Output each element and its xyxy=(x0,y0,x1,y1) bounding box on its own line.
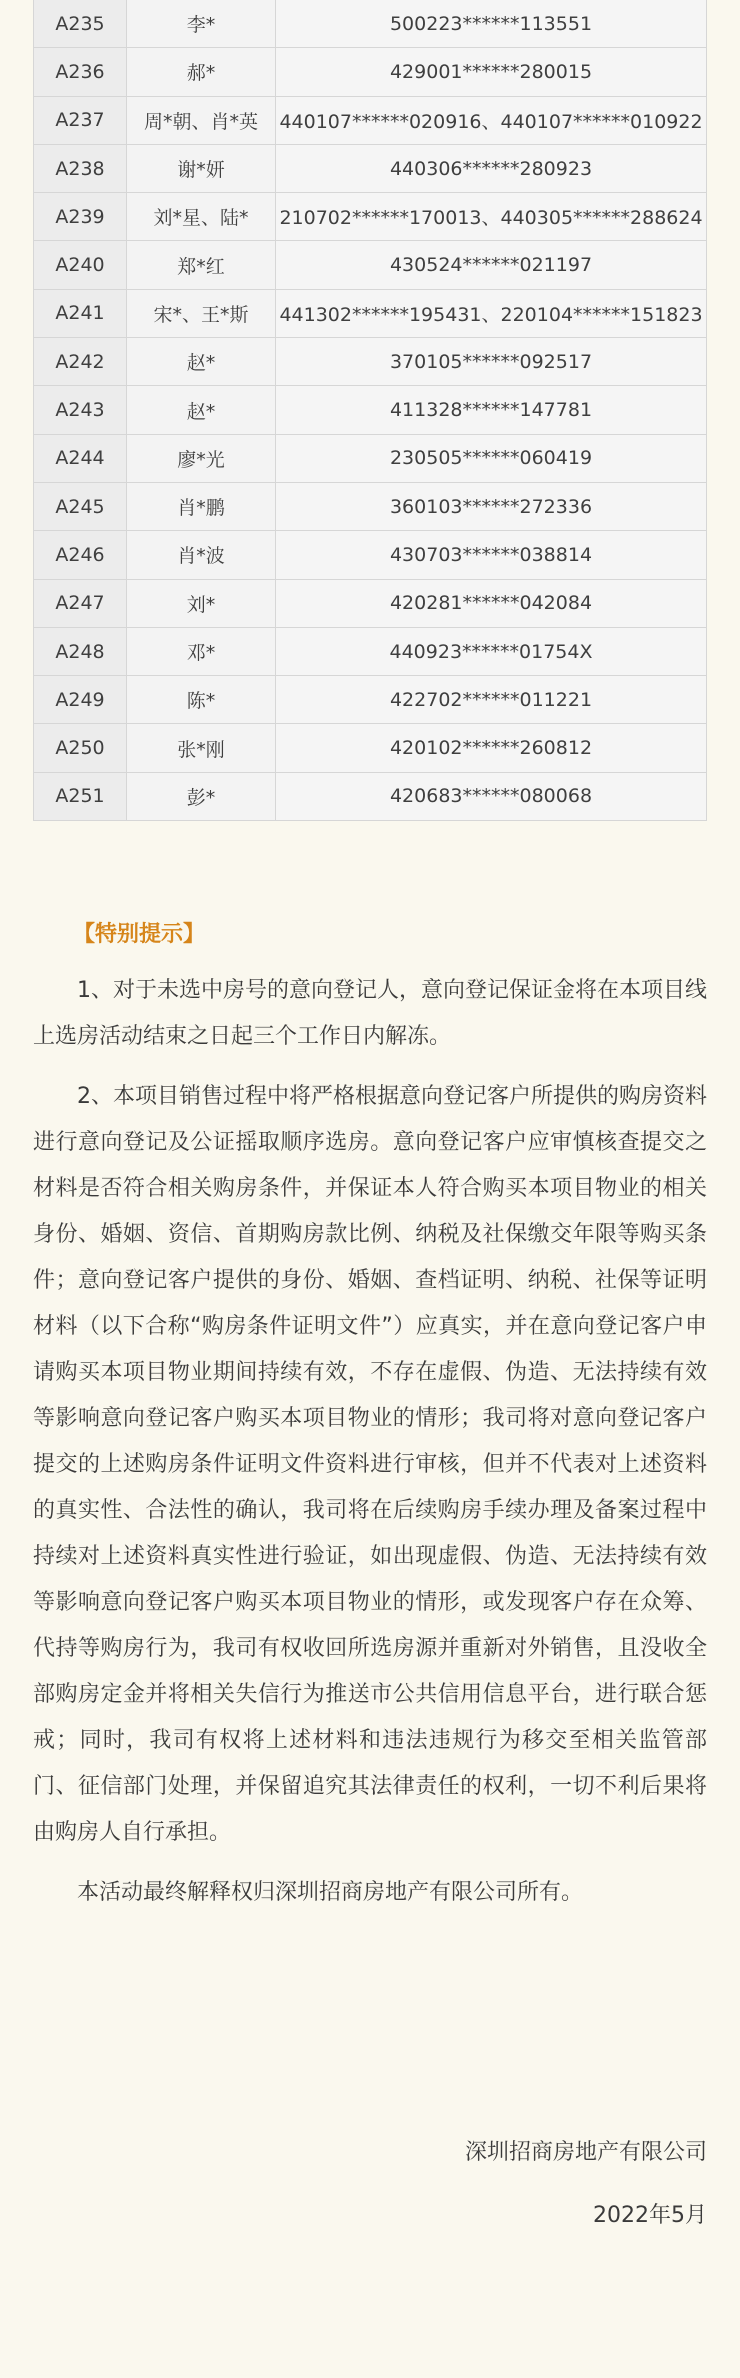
registrant-name: 周*朝、肖*英 xyxy=(127,96,276,144)
registrant-id-number: 430524******021197 xyxy=(276,241,707,289)
registrant-id-number: 420281******042084 xyxy=(276,579,707,627)
registrant-name: 谢*妍 xyxy=(127,144,276,192)
registrant-number: A235 xyxy=(34,0,127,48)
registrant-number: A236 xyxy=(34,48,127,96)
table-row xyxy=(34,482,707,530)
registrant-id-number: 360103******272336 xyxy=(276,482,707,530)
registrant-number: A237 xyxy=(34,96,127,144)
registrant-id-number: 420683******080068 xyxy=(276,772,707,820)
registrant-number: A245 xyxy=(34,482,127,530)
notice-paragraph-2: 2、本项目销售过程中将严格根据意向登记客户所提供的购房资料进行意向登记及公证摇取顺序选房。意向登记客户应审慎核查提交之材料是否符合相关购房条件，并保证本人符合购买本项目物业的相关身份、婚姻、资信、首期购房款比例、纳税及社保缴交年限等购买条件；意向登记客户提供的身份、婚姻、查档证明、纳税、社保等证明材料（以下合称“购房条件证明文件”）应真实，并在意向登记客户申请购买本项目物业期间持续有效，不存在虚假、伪造、无法持续有效等影响意向登记客户购买本项目物业的情形；我司将对意向登记客户提交的上述购房条件证明文件资料进行审核，但并不代表对上述资料的真实性、合法性的确认，我司将在后续购房手续办理及备案过程中持续对上述资料真实性进行验证，如出现虚假、伪造、无法持续有效等影响意向登记客户购买本项目物业的情形，或发现客户存在众筹、代持等购房行为，我司有权收回所选房源并重新对外销售，且没收全部购房定金并将相关失信行为推送市公共信用信息平台，进行联合惩戒；同时，我司有权将上述材料和违法违规行为移交至相关监管部门、征信部门处理，并保留追究其法律责任的权利，一切不利后果将由购房人自行承担。 xyxy=(33,1084,707,1845)
registrant-name: 廖*光 xyxy=(127,434,276,482)
registrant-table-body xyxy=(34,0,707,821)
notice-paragraph-3: 本活动最终解释权归深圳招商房地产有限公司所有。 xyxy=(77,1880,584,1905)
registrant-id-number: 420102******260812 xyxy=(276,724,707,772)
registrant-id-number: 441302******195431、220104******151823 xyxy=(276,289,707,337)
registrant-name: 刘*星、陆* xyxy=(127,193,276,241)
notice-paragraph-1: 1、对于未选中房号的意向登记人，意向登记保证金将在本项目线上选房活动结束之日起三个工作日内解冻。 xyxy=(33,978,707,1049)
registrant-table xyxy=(33,0,707,821)
registrant-id-number: 440107******020916、440107******010922 xyxy=(276,96,707,144)
registrant-id-number: 411328******147781 xyxy=(276,386,707,434)
table-row xyxy=(34,579,707,627)
registrant-table-container xyxy=(33,0,707,821)
registrant-number: A248 xyxy=(34,627,127,675)
registrant-id-number: 429001******280015 xyxy=(276,48,707,96)
registrant-number: A242 xyxy=(34,338,127,386)
registrant-number: A239 xyxy=(34,193,127,241)
registrant-name: 刘* xyxy=(127,579,276,627)
table-row xyxy=(34,289,707,337)
table-row xyxy=(34,772,707,820)
registrant-name: 陈* xyxy=(127,676,276,724)
registrant-id-number: 500223******113551 xyxy=(276,0,707,48)
table-row xyxy=(34,48,707,96)
table-row xyxy=(34,193,707,241)
table-row xyxy=(34,434,707,482)
registrant-number: A250 xyxy=(34,724,127,772)
table-row xyxy=(34,724,707,772)
registrant-name: 肖*波 xyxy=(127,531,276,579)
registrant-name: 李* xyxy=(127,0,276,48)
registrant-number: A244 xyxy=(34,434,127,482)
registrant-name: 宋*、王*斯 xyxy=(127,289,276,337)
registrant-number: A241 xyxy=(34,289,127,337)
registrant-name: 邓* xyxy=(127,627,276,675)
registrant-name: 张*刚 xyxy=(127,724,276,772)
table-row xyxy=(34,241,707,289)
signature-company: 深圳招商房地产有限公司 xyxy=(464,2140,707,2165)
registrant-number: A238 xyxy=(34,144,127,192)
registrant-number: A240 xyxy=(34,241,127,289)
registrant-number: A243 xyxy=(34,386,127,434)
registrant-name: 赵* xyxy=(127,386,276,434)
table-row xyxy=(34,531,707,579)
registrant-id-number: 440923******01754X xyxy=(276,627,707,675)
table-row xyxy=(34,386,707,434)
registrant-name: 赵* xyxy=(127,338,276,386)
registrant-id-number: 422702******011221 xyxy=(276,676,707,724)
registrant-id-number: 370105******092517 xyxy=(276,338,707,386)
registrant-name: 彭* xyxy=(127,772,276,820)
registrant-number: A247 xyxy=(34,579,127,627)
table-row xyxy=(34,144,707,192)
table-row xyxy=(34,338,707,386)
registrant-number: A251 xyxy=(34,772,127,820)
registrant-id-number: 440306******280923 xyxy=(276,144,707,192)
table-row xyxy=(34,96,707,144)
registrant-name: 郑*红 xyxy=(127,241,276,289)
table-row xyxy=(34,627,707,675)
registrant-name: 郝* xyxy=(127,48,276,96)
notice-title: 【特别提示】 xyxy=(73,922,206,947)
table-row xyxy=(34,0,707,48)
special-notice xyxy=(33,912,707,1930)
registrant-number: A246 xyxy=(34,531,127,579)
registrant-number: A249 xyxy=(34,676,127,724)
registrant-id-number: 430703******038814 xyxy=(276,531,707,579)
registrant-id-number: 210702******170013、440305******288624 xyxy=(276,193,707,241)
registrant-name: 肖*鹏 xyxy=(127,482,276,530)
registrant-id-number: 230505******060419 xyxy=(276,434,707,482)
table-row xyxy=(34,676,707,724)
signature-date: 2022年5月 xyxy=(593,2203,707,2228)
